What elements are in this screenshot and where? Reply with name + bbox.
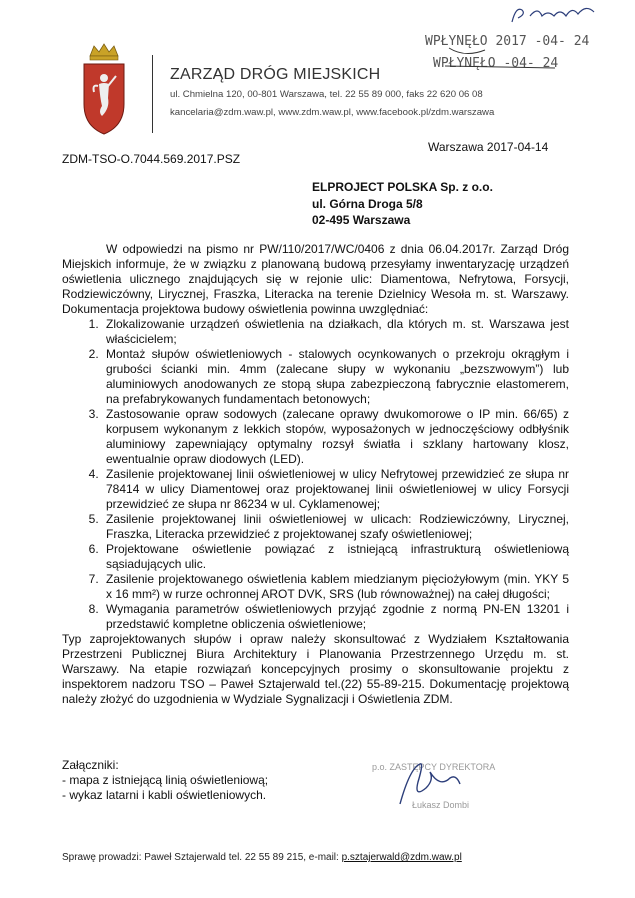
signature-stamp-text: p.o. ZASTĘPCY DYREKTORA [372,762,496,772]
list-item: 7. Zasilenie projektowanego oświetlenia kablem miedzianym pięciożyłowym (min. YKY 5 x 16 mm²) w rurze ochronnej AROT DVK, SRS (lub równoważnej) na całej długości; [102,572,569,602]
handwritten-initials-icon [508,2,604,26]
attachments [62,758,268,803]
recipient-city: 02-495 Warszawa [312,213,411,227]
footer-text: Sprawę prowadzi: Paweł Sztajerwald tel. 22 55 89 215, e-mail: [62,852,342,863]
attachments-title: Załączniki: [62,758,119,772]
place-date: Warszawa 2017-04-14 [428,140,549,154]
org-address: ul. Chmielna 120, 00-801 Warszawa, tel. 22 55 89 000, faks 22 620 06 08 [170,89,483,100]
header-divider [152,55,153,133]
requirements-list [62,317,569,632]
org-name: ZARZĄD DRÓG MIEJSKICH [170,66,381,83]
signature-block [372,758,502,813]
stamp-scribble-icon [425,28,610,83]
list-item: 6. Projektowane oświetlenie powiązać z istniejącą infrastrukturą oświetleniową sąsiadujących ulic. [102,542,569,572]
stamp-line-2: WPŁYNĘŁO -04- 24 [433,56,559,71]
org-contact: kancelaria@zdm.waw.pl, www.zdm.waw.pl, www.facebook.pl/zdm.warszawa [170,107,495,118]
reference-number: ZDM-TSO-O.7044.569.2017.PSZ [62,152,241,166]
body-intro: W odpowiedzi na pismo nr PW/110/2017/WC/0406 z dnia 06.04.2017r. Zarząd Dróg Miejskich informuje, że w związku z planowaną budową przesyłamy inwentaryzację urządzeń oświetlenia ulicznego znajdujących się w rejonie ulic: Diamentowa, Nefrytowa, Forsycji, Rodziewiczówny, Lirycznej, Fraszka, Literacka na terenie Dzielnicy Wesoła m. st. Warszawy. Dokumentacja projektowa budowy oświetlenia powinna uwzględniać: [62,242,569,316]
stamp-line-1: WPŁYNĘŁO 2017 -04- 24 [425,34,590,49]
list-item: 4. Zasilenie projektowanej linii oświetleniowej w ulicy Nefrytowej przewidzieć ze słupa nr 78414 w ulicy Diamentowej oraz projektowanej linii oświetleniowej w ulicy Forsycji przewidzieć ze słupa nr 86234 w ul. Cyklamenowej; [102,467,569,512]
recipient-street: ul. Górna Droga 5/8 [312,197,423,211]
warsaw-crest-icon [80,42,128,137]
body-closing: Typ zaprojektowanych słupów i opraw należy skonsultować z Wydziałem Kształtowania Przestrzeni Publicznej Biura Architektury i Planowania Przestrzennego Urzędu m. st. Warszawy. Na etapie rozwiązań koncepcyjnych prosimy o skonsultowanie projektu z inspektorem nadzoru TSO – Paweł Sztajerwald tel.(22) 55-89-215. Dokumentację projektową należy złożyć do uzgodnienia w Wydziale Sygnalizacji i Oświetlenia ZDM. [62,632,569,706]
attachment-item: - wykaz latarni i kabli oświetleniowych. [62,788,267,802]
attachment-item: - mapa z istniejącą linią oświetleniową; [62,773,269,787]
footer [62,852,462,863]
received-stamp [425,28,610,83]
list-item: 3. Zastosowanie opraw sodowych (zalecane oprawy dwukomorowe o IP min. 66/65) z korpusem wykonanym z lekkich stopów, wyposażonych w jednoczęściowy odbłyśnik aluminiowy zapewniający optymalny rozsył światła i szklany hartowany klosz, ewentualnie opraw diodowych (LED). [102,407,569,467]
list-item: 8. Wymagania parametrów oświetleniowych przyjąć zgodnie z normą PN-EN 13201 i przedstawić kompletne obliczenia oświetleniowe; [102,602,569,632]
list-item: 5. Zasilenie projektowanej linii oświetleniowej w ulicach: Rodziewiczówny, Lirycznej, Fraszka, Literacka przewidzieć z projektowanej szafy oświetleniowej; [102,512,569,542]
letter-body [62,242,569,707]
signatory-name: Łukasz Dombi [412,800,470,810]
list-item: 2. Montaż słupów oświetleniowych - stalowych ocynkowanych o przekroju okrągłym i grubości ścianki min. 4mm (zalecane słupy w wykonaniu „bezszwowym”) lub aluminiowych anodowanych ze stopą słupa zabezpieczoną fabrycznie elastomerem, na prefabrykowanych fundamentach betonowych; [102,347,569,407]
footer-email-link[interactable]: p.sztajerwald@zdm.waw.pl [341,852,462,863]
recipient-name: ELPROJECT POLSKA Sp. z o.o. [312,180,493,194]
list-item: 1. Zlokalizowanie urządzeń oświetlenia na działkach, dla których m. st. Warszawa jest właścicielem; [102,317,569,347]
